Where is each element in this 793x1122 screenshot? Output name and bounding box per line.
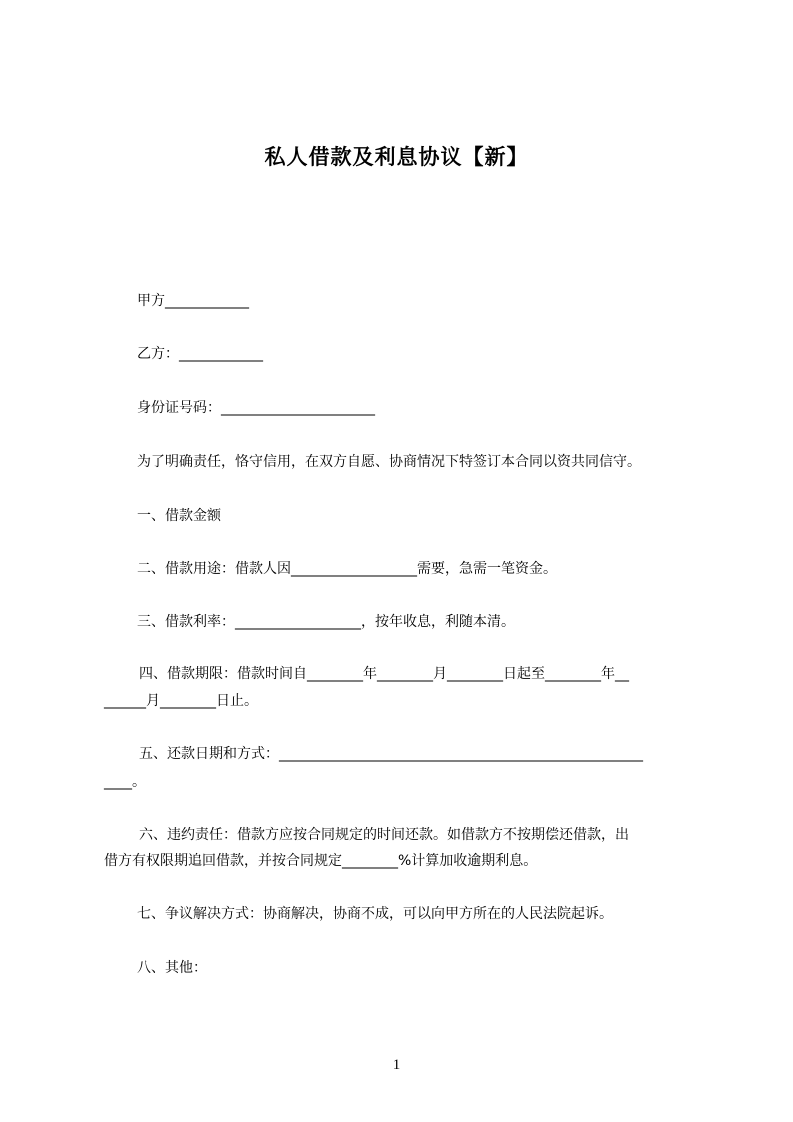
clause-5-repayment-line1: 五、还款日期和方式：____________________________________________________ xyxy=(139,746,643,762)
page-number: 1 xyxy=(392,1057,401,1073)
clause-4-loan-term-line1: 四、借款期限：借款时间自________年________月________日起至________年__ xyxy=(139,666,629,682)
party-a-field: 甲方____________ xyxy=(137,293,249,309)
document-title: 私人借款及利息协议【新】 xyxy=(264,145,529,169)
clause-8-other: 八、其他： xyxy=(137,960,207,976)
clause-6-liability-line2: 借方有权限期追回借款，并按合同规定________%计算加收逾期利息。 xyxy=(104,853,538,869)
clause-7-dispute-resolution: 七、争议解决方式：协商解决，协商不成，可以向甲方所在的人民法院起诉。 xyxy=(137,906,613,922)
clause-2-loan-purpose: 二、借款用途：借款人因__________________需要，急需一笔资金。 xyxy=(137,561,557,577)
id-number-field: 身份证号码：______________________ xyxy=(137,400,375,416)
clause-6-liability-line1: 六、违约责任：借款方应按合同规定的时间还款。如借款方不按期偿还借款，出 xyxy=(139,827,629,843)
clause-5-repayment-line2: ____。 xyxy=(104,774,146,790)
party-b-field: 乙方：____________ xyxy=(137,346,263,362)
clause-4-loan-term-line2: ______月________日止。 xyxy=(104,693,258,709)
clause-3-interest-rate: 三、借款利率：__________________，按年收息，利随本清。 xyxy=(137,614,515,630)
intro-paragraph: 为了明确责任，恪守信用，在双方自愿、协商情况下特签订本合同以资共同信守。 xyxy=(137,454,641,470)
clause-1-loan-amount: 一、借款金额 xyxy=(137,508,221,524)
